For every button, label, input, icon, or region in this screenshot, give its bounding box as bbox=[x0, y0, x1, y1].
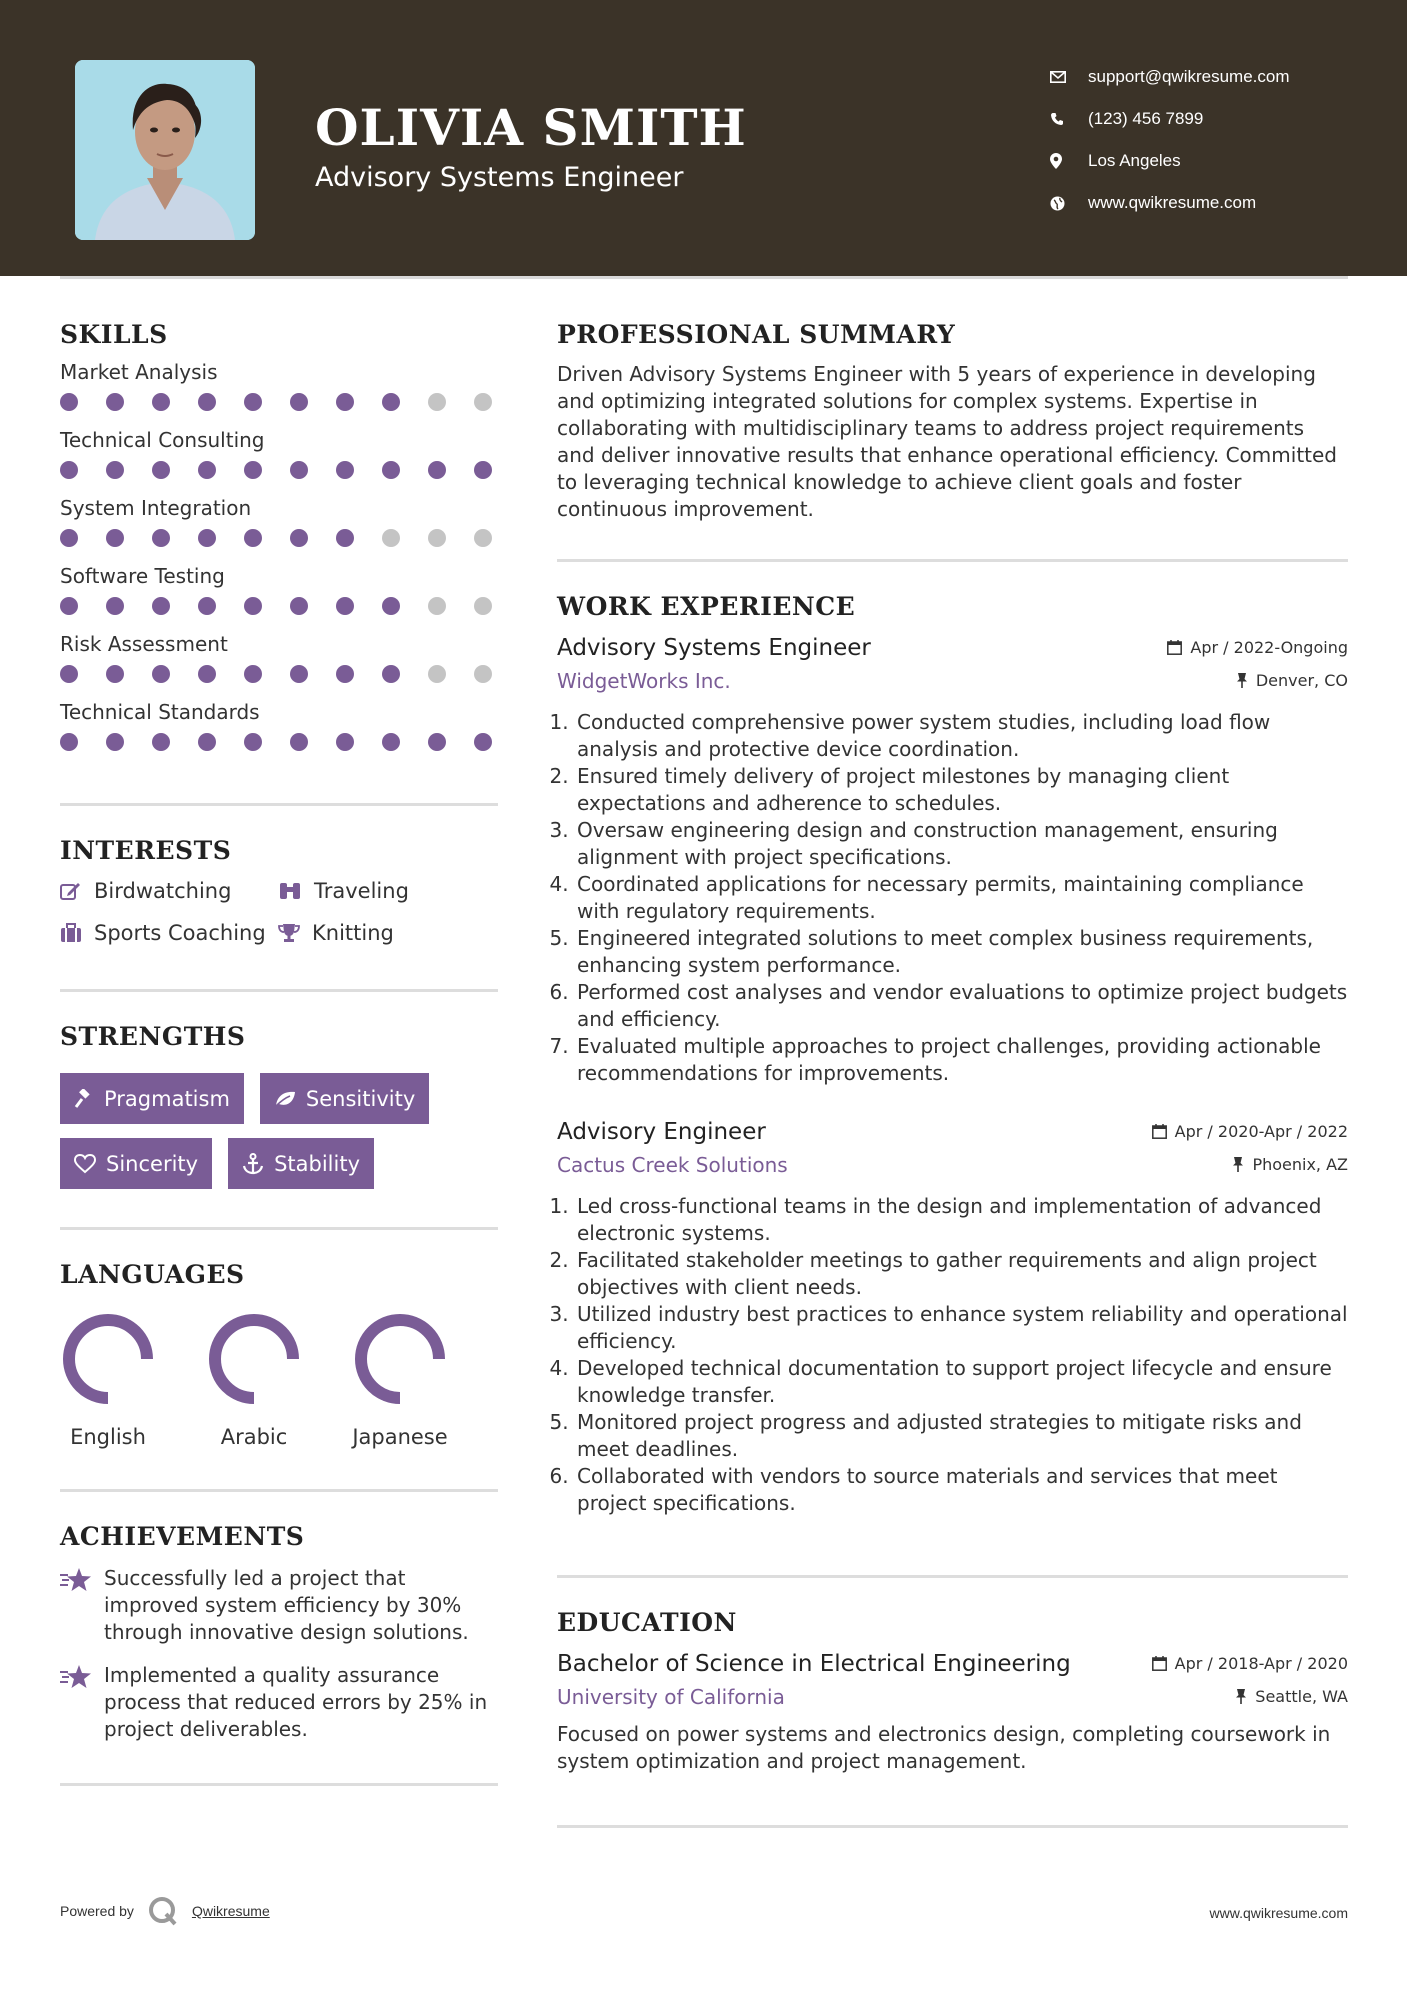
map-pin-icon bbox=[1050, 153, 1088, 169]
rating-dot bbox=[198, 665, 216, 683]
calendar-icon bbox=[1167, 640, 1182, 655]
rating-dot bbox=[336, 733, 354, 751]
rating-dot bbox=[474, 461, 492, 479]
rating-dot bbox=[152, 597, 170, 615]
pushpin-icon bbox=[1235, 1689, 1247, 1704]
duties-list bbox=[557, 709, 1348, 1087]
interest-item bbox=[60, 879, 278, 903]
rating-dot bbox=[106, 597, 124, 615]
rating-dot bbox=[382, 529, 400, 547]
language-item bbox=[60, 1311, 156, 1449]
star-icon bbox=[60, 1664, 92, 1690]
education-location bbox=[1235, 1687, 1348, 1706]
skills-heading: SKILLS bbox=[60, 320, 168, 349]
briefcase-icon bbox=[60, 923, 82, 943]
job-dates-text: Apr / 2022-Ongoing bbox=[1190, 638, 1348, 657]
job-dates bbox=[1152, 1122, 1348, 1141]
candidate-name: OLIVIA SMITH bbox=[315, 98, 747, 157]
rating-dot bbox=[152, 733, 170, 751]
interest-item bbox=[278, 879, 488, 903]
job-dates bbox=[1167, 638, 1348, 657]
experience-heading: WORK EXPERIENCE bbox=[557, 592, 856, 621]
rating-dot bbox=[336, 393, 354, 411]
section-divider bbox=[557, 559, 1348, 562]
rating-dot bbox=[60, 529, 78, 547]
section-divider bbox=[557, 1825, 1348, 1828]
rating-dot bbox=[428, 665, 446, 683]
duty-item: 6. Collaborated with vendors to source materials and services that meet project specifications. bbox=[575, 1463, 1348, 1517]
phone-icon bbox=[1050, 112, 1088, 126]
interest-label: Traveling bbox=[314, 879, 409, 903]
skill-name: Market Analysis bbox=[60, 360, 218, 384]
job-entry bbox=[557, 1119, 1348, 1517]
rating-dot bbox=[198, 597, 216, 615]
rating-dot bbox=[336, 461, 354, 479]
section-divider bbox=[557, 1575, 1348, 1578]
achievement-text: Successfully led a project that improved system efficiency by 30% through innovative design solutions. bbox=[104, 1566, 469, 1644]
language-item bbox=[206, 1311, 302, 1449]
languages-list bbox=[60, 1311, 498, 1449]
rating-dot bbox=[198, 461, 216, 479]
education-row bbox=[557, 1651, 1348, 1677]
interests-section bbox=[60, 836, 498, 945]
resume-header bbox=[0, 0, 1407, 276]
strengths-heading: STRENGTHS bbox=[60, 1022, 246, 1051]
rating-dot bbox=[336, 665, 354, 683]
language-label: English bbox=[70, 1425, 146, 1449]
rating-dot bbox=[474, 393, 492, 411]
section-divider bbox=[60, 1783, 498, 1786]
skill-rating bbox=[60, 461, 498, 479]
skill-rating bbox=[60, 733, 498, 751]
achievement-item bbox=[60, 1662, 498, 1743]
company-name: WidgetWorks Inc. bbox=[557, 669, 731, 693]
rating-dot bbox=[382, 665, 400, 683]
experience-section bbox=[557, 592, 1348, 1517]
rating-dot bbox=[290, 461, 308, 479]
trophy-icon bbox=[278, 923, 300, 943]
contact-phone[interactable] bbox=[1050, 98, 1390, 140]
education-heading: EDUCATION bbox=[557, 1608, 737, 1637]
rating-dot bbox=[152, 393, 170, 411]
skills-list bbox=[60, 359, 498, 751]
strength-label: Pragmatism bbox=[104, 1086, 230, 1111]
rating-dot bbox=[336, 597, 354, 615]
rating-dot bbox=[428, 461, 446, 479]
achievements-section bbox=[60, 1522, 498, 1743]
section-divider bbox=[60, 1489, 498, 1492]
strength-tag bbox=[260, 1073, 429, 1124]
interest-label: Knitting bbox=[312, 921, 394, 945]
achievement-item bbox=[60, 1565, 498, 1646]
rating-dot bbox=[428, 393, 446, 411]
strength-tag bbox=[228, 1138, 374, 1189]
left-column bbox=[60, 320, 498, 1786]
candidate-title: Advisory Systems Engineer bbox=[315, 162, 684, 193]
job-title: Advisory Engineer bbox=[557, 1119, 766, 1145]
education-location-text: Seattle, WA bbox=[1255, 1687, 1348, 1706]
job-entry bbox=[557, 635, 1348, 1087]
duty-item: 5. Engineered integrated solutions to meet complex business requirements, enhancing system performance. bbox=[575, 925, 1348, 979]
rating-dot bbox=[428, 597, 446, 615]
rating-dot bbox=[152, 665, 170, 683]
rating-dot bbox=[474, 529, 492, 547]
rating-dot bbox=[428, 733, 446, 751]
globe-icon bbox=[1050, 196, 1088, 211]
rating-dot bbox=[290, 393, 308, 411]
contact-location bbox=[1050, 140, 1390, 182]
duty-item: 2. Facilitated stakeholder meetings to gather requirements and align project objectives with client needs. bbox=[575, 1247, 1348, 1301]
skill-name: System Integration bbox=[60, 496, 252, 520]
rating-dot bbox=[60, 461, 78, 479]
calendar-icon bbox=[1152, 1124, 1167, 1139]
languages-section bbox=[60, 1260, 498, 1449]
language-label: Japanese bbox=[352, 1425, 448, 1449]
qwikresume-logo-icon bbox=[148, 1896, 178, 1926]
interest-label: Birdwatching bbox=[94, 879, 232, 903]
rating-dot bbox=[382, 461, 400, 479]
education-dates bbox=[1152, 1654, 1348, 1673]
edit-icon bbox=[60, 881, 82, 901]
job-location-text: Denver, CO bbox=[1255, 671, 1348, 690]
rating-dot bbox=[290, 733, 308, 751]
header-divider bbox=[60, 276, 1348, 279]
section-divider bbox=[60, 989, 498, 992]
skill-name: Risk Assessment bbox=[60, 632, 228, 656]
rating-dot bbox=[244, 665, 262, 683]
job-company-row bbox=[557, 1153, 1348, 1177]
anchor-icon bbox=[242, 1153, 264, 1175]
binoculars-icon bbox=[278, 881, 302, 901]
rating-dot bbox=[106, 529, 124, 547]
language-level-arc bbox=[215, 1320, 293, 1398]
job-title-row bbox=[557, 1119, 1348, 1145]
rating-dot bbox=[290, 529, 308, 547]
pushpin-icon bbox=[1232, 1157, 1244, 1172]
education-description: Focused on power systems and electronics design, completing coursework in system optimization and project management. bbox=[557, 1722, 1331, 1773]
strength-label: Sincerity bbox=[106, 1151, 199, 1176]
rating-dot bbox=[428, 529, 446, 547]
rating-dot bbox=[60, 733, 78, 751]
language-item bbox=[352, 1311, 448, 1449]
language-level-ring bbox=[60, 1311, 156, 1407]
summary-heading: PROFESSIONAL SUMMARY bbox=[557, 320, 956, 349]
duty-item: 4. Developed technical documentation to support project lifecycle and ensure knowledge transfer. bbox=[575, 1355, 1348, 1409]
strength-tag bbox=[60, 1138, 212, 1189]
person-portrait-image bbox=[75, 60, 255, 240]
contact-list bbox=[1050, 56, 1390, 224]
rating-dot bbox=[474, 733, 492, 751]
education-section bbox=[557, 1608, 1348, 1775]
contact-website-text: www.qwikresume.com bbox=[1088, 193, 1257, 212]
rating-dot bbox=[198, 529, 216, 547]
duty-item: 2. Ensured timely delivery of project milestones by managing client expectations and adherence to schedules. bbox=[575, 763, 1348, 817]
languages-heading: LANGUAGES bbox=[60, 1260, 245, 1289]
school-name: University of California bbox=[557, 1685, 785, 1709]
pushpin-icon bbox=[1236, 673, 1248, 688]
calendar-icon bbox=[1152, 1656, 1167, 1671]
language-level-arc bbox=[361, 1320, 439, 1398]
powered-by-label: Powered by bbox=[60, 1903, 134, 1919]
section-divider bbox=[60, 1227, 498, 1230]
education-school-row bbox=[557, 1685, 1348, 1709]
duties-list bbox=[557, 1193, 1348, 1517]
skills-section bbox=[60, 320, 498, 751]
rating-dot bbox=[106, 665, 124, 683]
duty-item: 3. Utilized industry best practices to enhance system reliability and operational efficiency. bbox=[575, 1301, 1348, 1355]
rating-dot bbox=[290, 665, 308, 683]
rating-dot bbox=[244, 733, 262, 751]
rating-dot bbox=[244, 597, 262, 615]
rating-dot bbox=[382, 597, 400, 615]
duty-item: 1. Led cross-functional teams in the design and implementation of advanced electronic systems. bbox=[575, 1193, 1348, 1247]
achievements-heading: ACHIEVEMENTS bbox=[60, 1522, 305, 1551]
strength-label: Stability bbox=[274, 1151, 361, 1176]
strengths-section bbox=[60, 1022, 498, 1189]
profile-photo bbox=[75, 60, 255, 240]
footer-url[interactable]: www.qwikresume.com bbox=[1209, 1905, 1348, 1921]
skill-rating bbox=[60, 529, 498, 547]
language-label: Arabic bbox=[220, 1425, 288, 1449]
duty-item: 7. Evaluated multiple approaches to project challenges, providing actionable recommendations for improvements. bbox=[575, 1033, 1348, 1087]
rating-dot bbox=[106, 733, 124, 751]
degree-title: Bachelor of Science in Electrical Engineering bbox=[557, 1651, 1071, 1677]
qwikresume-link[interactable]: Qwikresume bbox=[191, 1903, 270, 1919]
rating-dot bbox=[244, 529, 262, 547]
job-title: Advisory Systems Engineer bbox=[557, 635, 871, 661]
right-column bbox=[557, 320, 1348, 1828]
skill-name: Technical Consulting bbox=[60, 428, 265, 452]
rating-dot bbox=[106, 393, 124, 411]
interest-item bbox=[278, 921, 488, 945]
job-location bbox=[1236, 671, 1348, 690]
section-divider bbox=[60, 803, 498, 806]
job-dates-text: Apr / 2020-Apr / 2022 bbox=[1174, 1122, 1348, 1141]
interests-heading: INTERESTS bbox=[60, 836, 232, 865]
language-level-ring bbox=[206, 1311, 302, 1407]
star-icon bbox=[60, 1567, 92, 1593]
strengths-list bbox=[60, 1073, 498, 1189]
rating-dot bbox=[244, 461, 262, 479]
language-level-arc bbox=[69, 1320, 147, 1398]
language-level-ring bbox=[352, 1311, 448, 1407]
interest-label: Sports Coaching bbox=[94, 921, 266, 945]
rating-dot bbox=[60, 597, 78, 615]
gavel-icon bbox=[74, 1089, 94, 1109]
footer-powered-by bbox=[60, 1896, 270, 1926]
heart-icon bbox=[74, 1154, 96, 1174]
skill-rating bbox=[60, 393, 498, 411]
duty-item: 4. Coordinated applications for necessary permits, maintaining compliance with regulatory requirements. bbox=[575, 871, 1348, 925]
envelope-icon bbox=[1050, 71, 1088, 83]
duty-item: 6. Performed cost analyses and vendor evaluations to optimize project budgets and efficiency. bbox=[575, 979, 1348, 1033]
interest-item bbox=[60, 921, 278, 945]
education-dates-text: Apr / 2018-Apr / 2020 bbox=[1174, 1654, 1348, 1673]
contact-email-text: support@qwikresume.com bbox=[1088, 67, 1290, 86]
rating-dot bbox=[60, 393, 78, 411]
rating-dot bbox=[152, 529, 170, 547]
summary-text: Driven Advisory Systems Engineer with 5 years of experience in developing and optimizing integrated solutions for complex systems. Expertise in collaborating with multidisciplinary teams to address project requirements and deliver innovative results that enhance operational efficiency. Committed to leveraging technical knowledge to achieve client goals and foster continuous improvement. bbox=[557, 362, 1337, 521]
rating-dot bbox=[198, 393, 216, 411]
rating-dot bbox=[474, 665, 492, 683]
company-name: Cactus Creek Solutions bbox=[557, 1153, 788, 1177]
jobs-list bbox=[557, 635, 1348, 1517]
rating-dot bbox=[382, 733, 400, 751]
skill-rating bbox=[60, 665, 498, 683]
job-title-row bbox=[557, 635, 1348, 661]
rating-dot bbox=[290, 597, 308, 615]
contact-email[interactable] bbox=[1050, 56, 1390, 98]
rating-dot bbox=[60, 665, 78, 683]
skill-name: Technical Standards bbox=[60, 700, 260, 724]
leaf-icon bbox=[274, 1090, 296, 1108]
rating-dot bbox=[244, 393, 262, 411]
interests-list bbox=[60, 879, 498, 945]
achievement-text: Implemented a quality assurance process that reduced errors by 25% in project deliverables. bbox=[104, 1663, 488, 1741]
duty-item: 1. Conducted comprehensive power system studies, including load flow analysis and protective device coordination. bbox=[575, 709, 1348, 763]
contact-location-text: Los Angeles bbox=[1088, 151, 1181, 170]
job-location-text: Phoenix, AZ bbox=[1252, 1155, 1348, 1174]
duty-item: 3. Oversaw engineering design and construction management, ensuring alignment with project specifications. bbox=[575, 817, 1348, 871]
rating-dot bbox=[336, 529, 354, 547]
skill-rating bbox=[60, 597, 498, 615]
strength-label: Sensitivity bbox=[305, 1086, 416, 1111]
contact-website[interactable] bbox=[1050, 182, 1390, 224]
duty-item: 5. Monitored project progress and adjusted strategies to mitigate risks and meet deadlines. bbox=[575, 1409, 1348, 1463]
summary-section bbox=[557, 320, 1348, 523]
rating-dot bbox=[382, 393, 400, 411]
contact-phone-text: (123) 456 7899 bbox=[1088, 109, 1204, 128]
rating-dot bbox=[106, 461, 124, 479]
rating-dot bbox=[152, 461, 170, 479]
job-company-row bbox=[557, 669, 1348, 693]
skill-name: Software Testing bbox=[60, 564, 225, 588]
rating-dot bbox=[198, 733, 216, 751]
rating-dot bbox=[474, 597, 492, 615]
strength-tag bbox=[60, 1073, 244, 1124]
job-location bbox=[1232, 1155, 1348, 1174]
